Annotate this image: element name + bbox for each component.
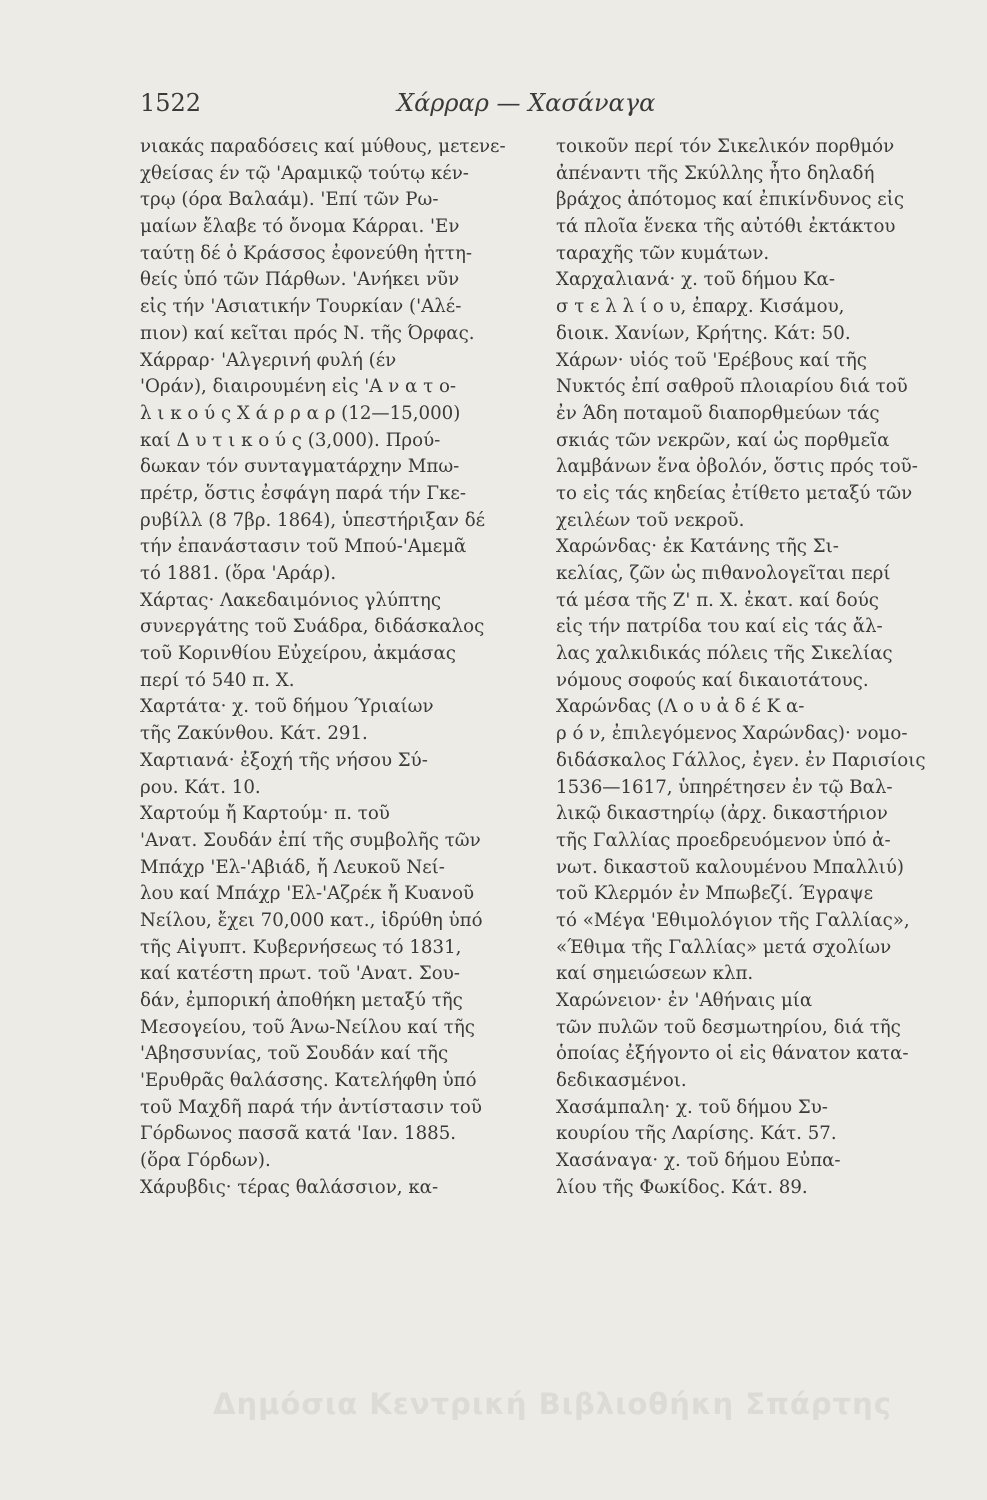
- text-line: Χαρτάτα· χ. τοῦ δήμου Ύριαίων: [140, 696, 434, 718]
- text-line: ἀπέναντι τῆς Σκύλλης ἦτο δηλαδή: [556, 162, 875, 184]
- text-line: (ὅρα Γόρδων).: [140, 1150, 271, 1172]
- text-line: βράχος ἀπότομος καί ἐπικίνδυνος εἰς: [556, 189, 905, 211]
- page-number: 1522: [140, 89, 202, 117]
- text-line: Χάρυβδις· τέρας θαλάσσιον, κα-: [140, 1176, 439, 1198]
- text-line: τήν ἐπανάστασιν τοῦ Μπού-'Αμεμᾶ: [140, 536, 467, 558]
- text-line: τῆς Γαλλίας προεδρευόμενον ὑπό ἀ-: [556, 829, 891, 851]
- library-watermark: Δημόσια Κεντρική Βιβλιοθήκη Σπάρτης: [213, 1387, 892, 1421]
- text-line: ρου. Κάτ. 10.: [140, 776, 261, 798]
- text-line: ἐν Άδη ποταμοῦ διαπορθμεύων τάς: [556, 402, 880, 424]
- text-line: Χασάμπαλη· χ. τοῦ δήμου Συ-: [556, 1096, 828, 1118]
- text-line: 'Οράν), διαιρουμένη εἰς 'Α ν α τ ο-: [140, 376, 457, 398]
- text-line: κελίας, ζῶν ὡς πιθανολογεῖται περί: [556, 563, 891, 584]
- text-line: πιον) καί κεῖται πρός Ν. τῆς Όρφας.: [140, 322, 475, 344]
- text-line: 1536—1617, ὑπηρέτησεν ἐν τῷ Βαλ-: [556, 776, 893, 798]
- text-line: δάν, ἐμπορική ἀποθήκη μεταξύ τῆς: [140, 990, 463, 1011]
- text-line: δεδικασμένοι.: [556, 1070, 687, 1092]
- text-line: διοικ. Χανίων, Κρήτης. Κάτ: 50.: [556, 322, 851, 344]
- text-line: Μπάχρ 'Ελ-'Αβιάδ, ἤ Λευκοῦ Νεί-: [140, 856, 445, 878]
- text-line: κουρίου τῆς Λαρίσης. Κάτ. 57.: [556, 1123, 837, 1145]
- text-line: Χαρώνδας (Λ ο υ ἀ δ έ Κ α-: [556, 696, 805, 718]
- text-line: τά μέσα τῆς Ζ' π. Χ. ἐκατ. καί δούς: [556, 589, 879, 611]
- text-line: λαμβάνων ἕνα ὀβολόν, ὅστις πρός τοῦ-: [556, 456, 918, 478]
- left-column: [140, 134, 510, 1202]
- text-line: νόμους σοφούς καί δικαιοτάτους.: [556, 669, 869, 691]
- text-line: τοῦ Κλερμόν ἐν Μπωβεζί. Έγραψε: [556, 883, 874, 905]
- text-line: ταύτῃ δέ ὁ Κράσσος ἐφονεύθη ἡττη-: [140, 242, 473, 264]
- text-line: λας χαλκιδικάς πόλεις τῆς Σικελίας: [556, 643, 893, 665]
- text-line: τῆς Ζακύνθου. Κάτ. 291.: [140, 723, 368, 745]
- text-line: Μεσογείου, τοῦ Άνω-Νείλου καί τῆς: [140, 1016, 475, 1038]
- text-line: ταραχῆς τῶν κυμάτων.: [556, 242, 770, 264]
- text-line: τοικοῦν περί τόν Σικελικόν πορθμόν: [556, 136, 895, 157]
- text-line: τοῦ Κορινθίου Εὐχείρου, ἀκμάσας: [140, 643, 456, 665]
- text-line: Χάρων· υἱός τοῦ 'Ερέβους καί τῆς: [556, 349, 867, 371]
- text-line: πρέτρ, ὅστις ἐσφάγη παρά τήν Γκε-: [140, 482, 466, 504]
- text-line: νωτ. δικαστοῦ καλουμένου Μπαλλιύ): [556, 856, 904, 878]
- text-line: εἰς τήν 'Ασιατικήν Τουρκίαν ('Αλέ-: [140, 296, 462, 318]
- text-line: καί Δ υ τ ι κ ο ύ ς (3,000). Πρού-: [140, 429, 441, 451]
- text-line: τοῦ Μαχδῆ παρά τήν ἀντίστασιν τοῦ: [140, 1096, 482, 1118]
- text-line: 'Ερυθρᾶς θαλάσσης. Κατελήφθη ὑπό: [140, 1070, 477, 1092]
- text-line: περί τό 540 π. Χ.: [140, 669, 295, 691]
- text-line: θείς ὑπό τῶν Πάρθων. 'Ανήκει νῦν: [140, 269, 460, 291]
- text-line: καί κατέστη πρωτ. τοῦ 'Ανατ. Σου-: [140, 963, 460, 985]
- text-line: Χάρραρ· 'Αλγερινή φυλή (έν: [140, 349, 397, 371]
- text-line: Χασάναγα· χ. τοῦ δήμου Εὐπα-: [556, 1150, 841, 1172]
- text-line: καί σημειώσεων κλπ.: [556, 963, 754, 985]
- text-line: ρ ό ν, ἐπιλεγόμενος Χαρώνδας)· νομο-: [556, 723, 908, 745]
- text-line: Γόρδωνος πασσᾶ κατά 'Ιαν. 1885.: [140, 1123, 457, 1145]
- text-line: εἰς τήν πατρίδα του καί εἰς τάς ἄλ-: [556, 616, 883, 638]
- text-line: νιακάς παραδόσεις καί μύθους, μετενε-: [140, 136, 506, 157]
- text-line: Χαρτούμ ἤ Καρτούμ· π. τοῦ: [140, 803, 390, 825]
- text-line: Χαρτιανά· ἐξοχή τῆς νήσου Σύ-: [140, 749, 428, 771]
- text-line: τό «Μέγα 'Εθιμολόγιον τῆς Γαλλίας»,: [556, 909, 910, 931]
- text-line: χθείσας έν τῷ 'Αραμικῷ τούτῳ κέν-: [140, 162, 469, 184]
- text-line: 'Ανατ. Σουδάν ἐπί τῆς συμβολῆς τῶν: [140, 829, 481, 851]
- text-line: συνεργάτης τοῦ Συάδρα, διδάσκαλος: [140, 616, 485, 638]
- text-line: σκιάς τῶν νεκρῶν, καί ὡς πορθμεῖα: [556, 429, 890, 451]
- text-line: Χάρτας· Λακεδαιμόνιος γλύπτης: [140, 589, 442, 611]
- text-line: λου καί Μπάχρ 'Ελ-'Αζρέκ ἤ Κυανοῦ: [140, 883, 475, 905]
- text-line: λίου τῆς Φωκίδος. Κάτ. 89.: [556, 1176, 808, 1198]
- text-line: το εἰς τάς κηδείας ἐτίθετο μεταξύ τῶν: [556, 482, 913, 504]
- text-line: τῆς Αἰγυπτ. Κυβερνήσεως τό 1831,: [140, 936, 462, 958]
- text-line: τά πλοῖα ἕνεκα τῆς αὐτόθι ἐκτάκτου: [556, 216, 896, 238]
- text-line: Νείλου, ἔχει 70,000 κατ., ἱδρύθη ὑπό: [140, 909, 483, 931]
- text-line: σ τ ε λ λ ί ο υ, ἐπαρχ. Κισάμου,: [556, 296, 845, 318]
- text-line: λικῷ δικαστηρίῳ (ἀρχ. δικαστήριον: [556, 803, 888, 825]
- text-line: τῶν πυλῶν τοῦ δεσμωτηρίου, διά τῆς: [556, 1016, 901, 1038]
- text-line: τό 1881. (ὅρα 'Αράρ).: [140, 563, 337, 584]
- text-line: λ ι κ ο ύ ς Χ ά ρ ρ α ρ (12—15,000): [140, 402, 461, 424]
- text-line: ὁποίας ἐξήγοντο οἱ εἰς θάνατον κατα-: [556, 1043, 909, 1065]
- text-line: Νυκτός ἐπί σαθροῦ πλοιαρίου διά τοῦ: [556, 376, 908, 398]
- text-line: μαίων ἔλαβε τό ὄνομα Κάρραι. 'Εν: [140, 216, 460, 238]
- text-line: τρῳ (όρα Βαλαάμ). 'Επί τῶν Ρω-: [140, 189, 439, 211]
- text-line: Χαρώνειον· ἐν 'Αθήναις μία: [556, 990, 813, 1011]
- text-line: διδάσκαλος Γάλλος, ἐγεν. ἐν Παρισίοις: [556, 749, 926, 771]
- text-line: Χαρώνδας· ἐκ Κατάνης τῆς Σι-: [556, 536, 839, 558]
- running-title: Χάρραρ — Χασάναγα: [397, 89, 656, 117]
- right-column: [556, 134, 926, 1202]
- text-line: δωκαν τόν συνταγματάρχην Μπω-: [140, 456, 460, 478]
- text-line: «Έθιμα τῆς Γαλλίας» μετά σχολίων: [556, 936, 892, 958]
- text-line: Χαρχαλιανά· χ. τοῦ δήμου Κα-: [556, 269, 835, 291]
- text-line: χειλέων τοῦ νεκροῦ.: [556, 509, 745, 531]
- text-line: 'Αβησσυνίας, τοῦ Σουδάν καί τῆς: [140, 1043, 449, 1065]
- text-line: ρυβίλλ (8 7βρ. 1864), ὑπεστήριξαν δέ: [140, 509, 486, 531]
